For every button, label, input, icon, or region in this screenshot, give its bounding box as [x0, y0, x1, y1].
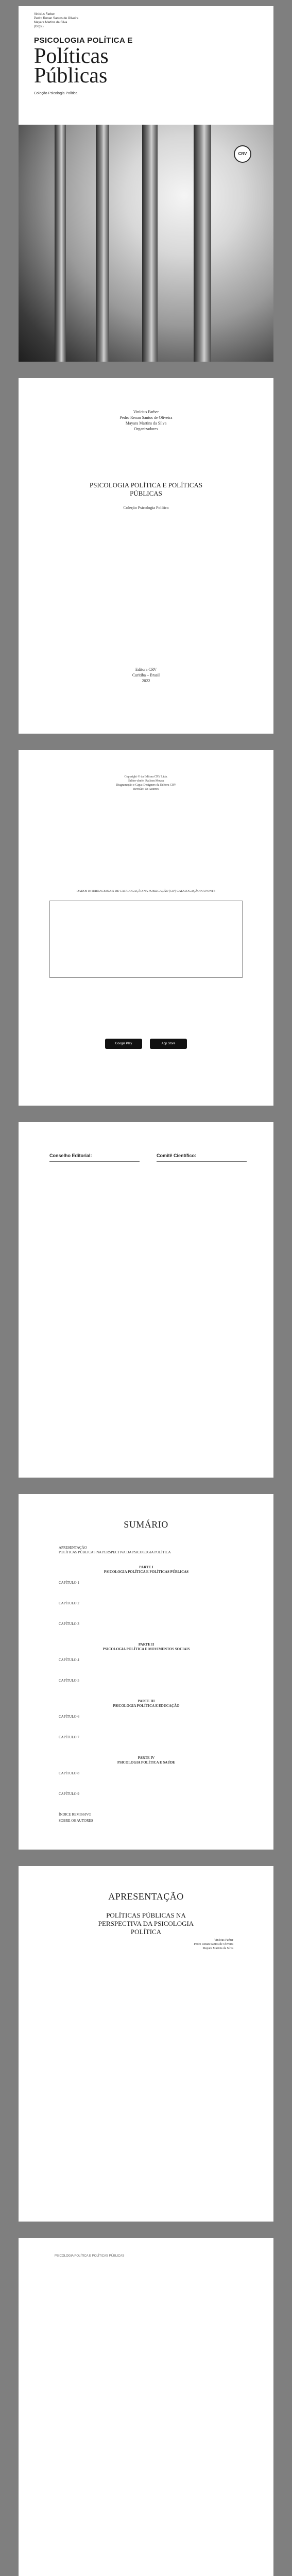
cover-photo [19, 125, 273, 362]
cover-title-line: Políticas [34, 44, 109, 68]
catalog-title: DADOS INTERNACIONAIS DE CATALOGAÇÃO NA PUBLICAÇÃO (CIP) CATALOGAÇÃO NA FONTE [76, 890, 216, 893]
toc-part[interactable]: PARTE I [139, 1565, 153, 1569]
author: Vinícius Farber [214, 1939, 233, 1942]
title-page [19, 378, 273, 734]
copyright-page [19, 750, 273, 1106]
divider [49, 1161, 140, 1162]
toc-entry[interactable]: CAPÍTULO 9 [59, 1792, 79, 1796]
google-play-button[interactable]: Google Play [105, 1039, 142, 1049]
cover-author: Mayara Martins da Silva [34, 21, 67, 24]
running-head: PSICOLOGIA POLÍTICA E POLÍTICAS PÚBLICAS [55, 2255, 125, 2258]
council-page [19, 1122, 273, 1478]
author-role: Organizadores [134, 427, 158, 431]
cover-title-line: Públicas [34, 64, 108, 88]
toc-entry[interactable]: CAPÍTULO 7 [59, 1735, 79, 1739]
photo-column [55, 125, 66, 362]
cover-author: Vinícius Farber [34, 13, 55, 16]
publisher-year: 2022 [142, 679, 150, 683]
cover-authors [34, 12, 78, 29]
toc-entry[interactable]: ÍNDICE REMISSIVO [59, 1812, 92, 1817]
photo-column [142, 125, 158, 362]
copyright-line: Diagramação e Capa: Designers da Editora CRV [116, 784, 176, 787]
cover-author: Pedro Renan Santos de Oliveira [34, 17, 79, 20]
toc-part-title[interactable]: PSICOLOGIA POLÍTICA E MOVIMENTOS SOCIAIS [102, 1647, 190, 1651]
divider [157, 1161, 247, 1162]
author: Pedro Renan Santos de Oliveira [194, 1943, 233, 1946]
publisher-name: Editora CRV [135, 667, 157, 672]
toc-entry[interactable]: SOBRE OS AUTORES [59, 1819, 93, 1823]
cover-main-title [34, 46, 109, 86]
author: Mayara Martins da Silva [125, 421, 167, 426]
presentation-authors [194, 1938, 233, 1951]
toc-entry[interactable]: CAPÍTULO 2 [59, 1601, 79, 1605]
toc-entry[interactable]: APRESENTAÇÃO [59, 1546, 87, 1550]
toc-part-title[interactable]: PSICOLOGIA POLÍTICA E POLÍTICAS PÚBLICAS [104, 1570, 189, 1574]
presentation-page [19, 1866, 273, 2222]
presentation-subtitle: POLÍTICAS PÚBLICAS NA PERSPECTIVA DA PSICOLOGIA POLÍTICA [98, 1911, 194, 1936]
title-page-authors [19, 409, 273, 432]
scientific-committee-heading: Comitê Científico: [157, 1153, 197, 1158]
collection-name: Coleção Psicologia Política [123, 505, 169, 510]
copyright-line: Copyright © da Editora CRV Ltda. [124, 775, 168, 778]
cover-collection: Coleção Psicologia Política [34, 92, 78, 95]
publisher-logo: CRV [234, 145, 251, 163]
cover-series-title: PSICOLOGIA POLÍTICA E [34, 36, 133, 45]
presentation-heading: APRESENTAÇÃO [108, 1891, 184, 1902]
cover-header [19, 6, 273, 125]
toc-part[interactable]: PARTE III [138, 1699, 155, 1703]
toc-part-title[interactable]: PSICOLOGIA POLÍTICA E EDUCAÇÃO [113, 1704, 180, 1708]
copyright-line: Revisão: Os Autores [133, 788, 159, 791]
photo-column [96, 125, 109, 362]
book-title: PSICOLOGIA POLÍTICA E POLÍTICAS PÚBLICAS [89, 481, 203, 497]
toc-heading: SUMÁRIO [124, 1519, 168, 1530]
author: Vinícius Farber [133, 410, 159, 414]
toc-entry[interactable]: CAPÍTULO 5 [59, 1679, 79, 1683]
toc-entry[interactable]: CAPÍTULO 8 [59, 1771, 79, 1775]
toc-part[interactable]: PARTE II [138, 1642, 154, 1647]
publisher-city: Curitiba – Brasil [132, 673, 160, 677]
author: Pedro Renan Santos de Oliveira [119, 415, 173, 420]
photo-column [194, 125, 211, 362]
toc-entry[interactable]: POLÍTICAS PÚBLICAS NA PERSPECTIVA DA PSICOLOGIA POLÍTICA [59, 1550, 171, 1554]
copyright-lines [19, 775, 273, 791]
toc-entry[interactable]: CAPÍTULO 3 [59, 1622, 79, 1626]
editorial-council-heading: Conselho Editorial: [49, 1153, 92, 1158]
toc-part-title[interactable]: PSICOLOGIA POLÍTICA E SAÚDE [117, 1760, 176, 1765]
toc-entry[interactable]: CAPÍTULO 6 [59, 1715, 79, 1719]
app-store-button[interactable]: App Store [150, 1039, 187, 1049]
catalog-box [49, 901, 243, 978]
cover-page [19, 6, 273, 362]
toc-page [19, 1494, 273, 1850]
toc-part[interactable]: PARTE IV [138, 1756, 155, 1760]
body-page [19, 2238, 273, 2576]
publisher-info [19, 667, 273, 684]
toc-entry[interactable]: CAPÍTULO 4 [59, 1658, 79, 1662]
toc-entry[interactable]: CAPÍTULO 1 [59, 1581, 79, 1585]
author: Mayara Martins da Silva [202, 1947, 233, 1950]
cover-author: (Orgs.) [34, 25, 44, 28]
copyright-line: Editor-chefe: Railson Moura [128, 779, 164, 783]
